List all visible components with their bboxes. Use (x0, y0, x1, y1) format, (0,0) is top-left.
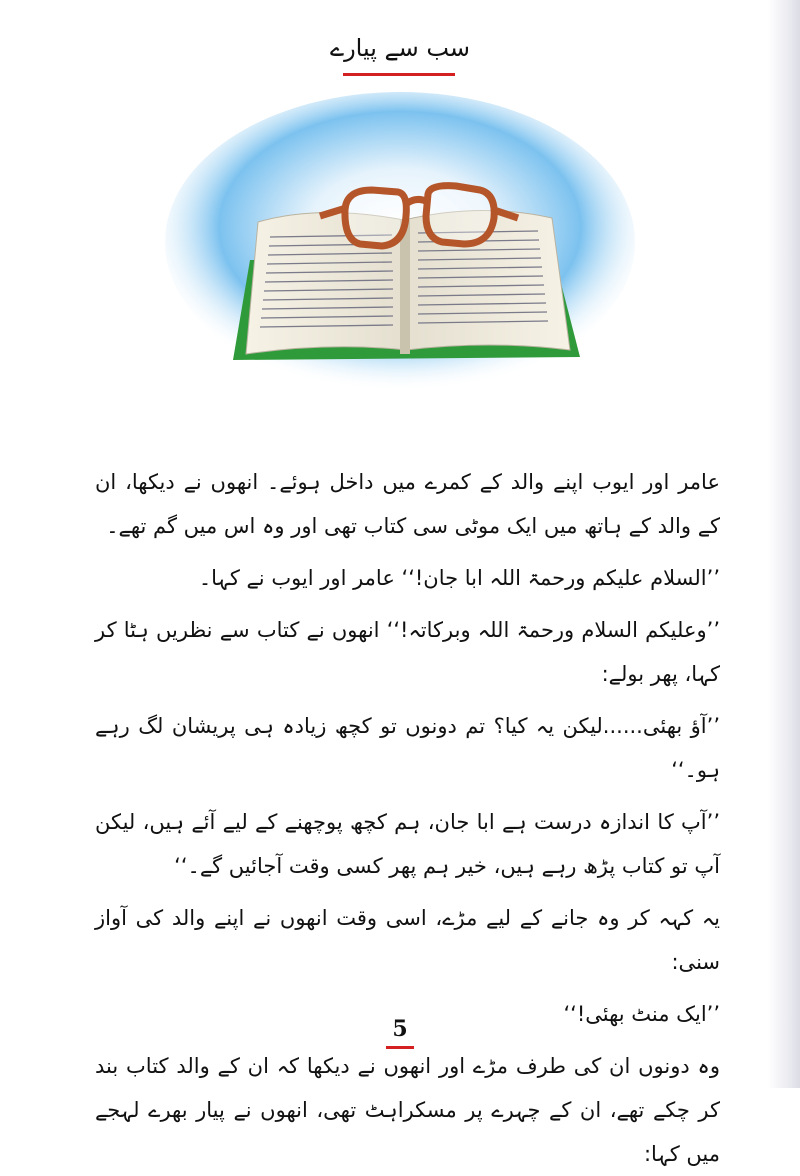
page-title: سب سے پیارے (330, 34, 470, 62)
story-text (95, 460, 720, 1176)
paragraph: عامر اور ایوب اپنے والد کے کمرے میں داخل ہوئے۔ انھوں نے دیکھا، ان کے والد کے ہاتھ میں ایک موٹی سی کتاب تھی اور وہ اس میں گم تھے۔ (95, 470, 720, 538)
paragraph: ’’آؤ بھئی......لیکن یہ کیا؟ تم دونوں تو کچھ زیادہ ہی پریشان لگ رہے ہو۔‘‘ (95, 714, 720, 782)
open-book-with-glasses-icon (160, 92, 640, 422)
paragraph: یہ کہہ کر وہ جانے کے لیے مڑے، اسی وقت انھوں نے اپنے والد کی آواز سنی: (95, 906, 720, 974)
page-number: 5 (392, 1016, 408, 1042)
title-underline (343, 73, 455, 76)
paragraph: وہ دونوں ان کی طرف مڑے اور انھوں نے دیکھا کہ ان کے والد کتاب بند کر چکے تھے، ان کے چہرے پر مسکراہٹ تھی، انھوں نے پیار بھرے لہجے میں کہا: (95, 1054, 720, 1166)
paragraph: ’’آپ کا اندازہ درست ہے ابا جان، ہم کچھ پوچھنے کے لیے آئے ہیں، لیکن آپ تو کتاب پڑھ رہے ہیں، خیر ہم پھر کسی وقت آجائیں گے۔‘‘ (95, 810, 720, 878)
page-number-underline (386, 1046, 414, 1049)
paragraph: ’’ایک منٹ بھئی!‘‘ (563, 1002, 720, 1026)
book-illustration-svg (160, 92, 640, 422)
page-edge-shadow (768, 0, 800, 1088)
paragraph: ’’وعلیکم السلام ورحمۃ اللہ وبرکاتہ!‘‘ انھوں نے کتاب سے نظریں ہٹا کر کہا، پھر بولے: (95, 618, 720, 686)
paragraph: ’’السلام علیکم ورحمۃ اللہ ابا جان!‘‘ عامر اور ایوب نے کہا۔ (198, 566, 720, 590)
